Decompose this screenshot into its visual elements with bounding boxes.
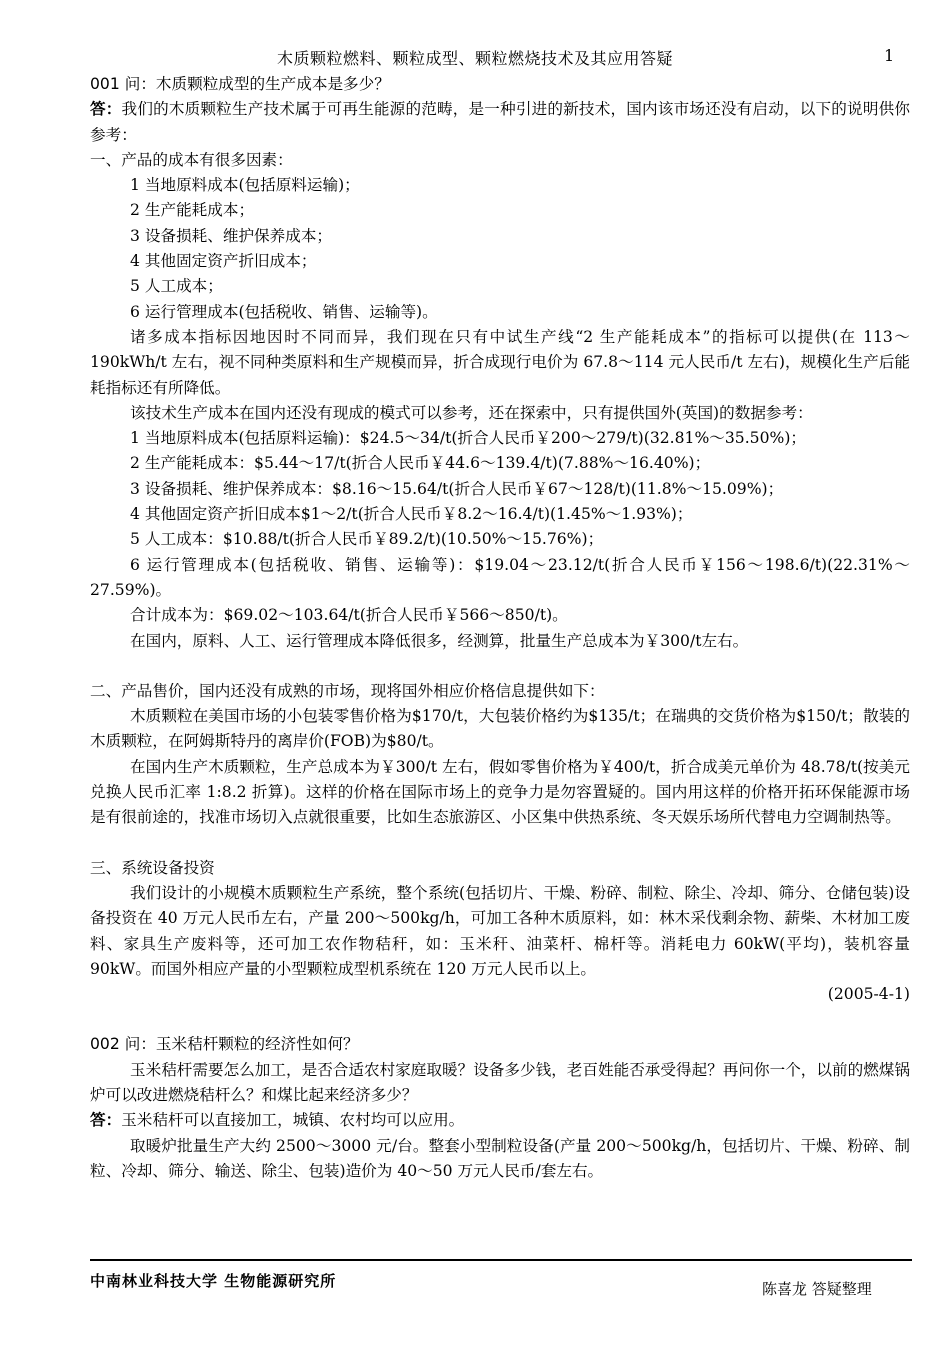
question-detail: 玉米秸杆需要怎么加工，是否合适农村家庭取暖？设备多少钱，老百姓能否承受得起？再问你一个，以前的燃煤锅炉可以改进燃烧秸杆么？和煤比起来经济多少？ bbox=[90, 1060, 910, 1104]
total-cost: 合计成本为：$69.02～103.64/t(折合人民币￥566～850/t)。 bbox=[130, 606, 568, 625]
foreign-cost-item: 3 设备损耗、维护保养成本：$8.16～15.64/t(折合人民币￥67～128/t)(11.8%～15.09%)； bbox=[130, 479, 784, 498]
footer-divider bbox=[90, 1259, 912, 1261]
domestic-cost: 在国内，原料、人工、运行管理成本降低很多，经测算，批量生产总成本为￥300/t左右。 bbox=[130, 631, 749, 650]
question-number: 002 问： bbox=[90, 1035, 156, 1054]
question-text: 木质颗粒成型的生产成本是多少？ bbox=[155, 75, 390, 93]
factor-item: 3 设备损耗、维护保养成本； bbox=[130, 226, 333, 245]
answer-intro: 答：我们的木质颗粒生产技术属于可再生能源的范畴，是一种引进的新技术，国内该市场还没有启动，以下的说明供你参考： bbox=[90, 100, 910, 144]
foreign-cost-item: 6 运行管理成本(包括税收、销售、运输等)：$19.04～23.12/t(折合人民币￥156～198.6/t)(22.31%～27.59%)。 bbox=[90, 555, 910, 599]
answer-002: 答：玉米秸杆可以直接加工，城镇、农村均可以应用。 bbox=[90, 1111, 465, 1130]
section-3-title: 三、系统设备投资 bbox=[90, 858, 215, 877]
question-text: 玉米秸杆颗粒的经济性如何？ bbox=[155, 1035, 359, 1054]
question-002 bbox=[90, 1032, 910, 1057]
factor-item: 2 生产能耗成本； bbox=[130, 201, 255, 220]
foreign-data-paragraph: 该技术生产成本在国内还没有现成的模式可以参考，还在探索中，只有提供国外(英国)的数据参考： bbox=[130, 403, 813, 422]
factor-item: 5 人工成本； bbox=[130, 277, 223, 296]
foreign-cost-item: 1 当地原料成本(包括原料运输)：$24.5～34/t(折合人民币￥200～279/t)(32.81%～35.50%)； bbox=[130, 429, 807, 448]
investment-paragraph: 我们设计的小规模木质颗粒生产系统，整个系统(包括切片、干燥、粉碎、制粒、除尘、冷却、筛分、仓储包装)设备投资在 40 万元人民币左右，产量 200～500kg/h，可加工各种木质原料，如：林木采伐剩余物、薪柴、木材加工废料、家具生产废料等，还可加工农作物秸秆，如：玉米秆、油菜杆、棉杆等。消耗电力 60kW(平均)，装机容量 90kW。而国外相应产量的小型颗粒成型机系统在 120 万元人民币以上。 bbox=[90, 883, 910, 978]
foreign-cost-item: 4 其他固定资产折旧成本$1～2/t(折合人民币￥8.2～16.4/t)(1.45%～1.93%)； bbox=[130, 505, 693, 524]
page-header bbox=[0, 46, 950, 68]
footer-compiler: 陈喜龙 答疑整理 bbox=[762, 1280, 872, 1298]
answer-paragraph: 取暖炉批量生产大约 2500～3000 元/台。整套小型制粒设备(产量 200～500kg/h，包括切片、干燥、粉碎、制粒、冷却、筛分、输送、除尘、包装)造价为 40～50 万元人民币/套左右。 bbox=[90, 1136, 910, 1180]
factor-item: 1 当地原料成本(包括原料运输)； bbox=[130, 176, 360, 195]
foreign-cost-item: 2 生产能耗成本：$5.44～17/t(折合人民币￥44.6～139.4/t)(7.88%～16.40%)； bbox=[130, 454, 711, 473]
document-title: 木质颗粒燃料、颗粒成型、颗粒燃烧技术及其应用答疑 bbox=[276, 49, 673, 68]
price-paragraph: 木质颗粒在美国市场的小包装零售价格为$170/t，大包装价格约为$135/t；在瑞典的交货价格为$150/t；散装的木质颗粒，在阿姆斯特丹的离岸价(FOB)为$80/t。 bbox=[90, 707, 910, 751]
page-number: 1 bbox=[884, 46, 895, 65]
factor-item: 6 运行管理成本(包括税收、销售、运输等)。 bbox=[130, 302, 438, 321]
answer-label: 答： bbox=[90, 1111, 122, 1130]
question-001 bbox=[90, 72, 910, 97]
foreign-cost-item: 5 人工成本：$10.88/t(折合人民币￥89.2/t)(10.50%～15.76%)； bbox=[130, 530, 604, 549]
section-2-title: 二、产品售价，国内还没有成熟的市场，现将国外相应价格信息提供如下： bbox=[90, 681, 605, 700]
price-paragraph: 在国内生产木质颗粒，生产总成本为￥300/t 左右，假如零售价格为￥400/t，折合成美元单价为 48.78/t(按美元兑换人民币汇率 1:8.2 折算)。这样的价格在国际市场上的竞争力是勿容置疑的。国内用这样的价格开拓环保能源市场是有很前途的，找准市场切入点就很重要，比如生态旅游区、小区集中供热系统、冬天娱乐场所代替电力空调制热等。 bbox=[90, 757, 910, 827]
energy-cost-paragraph: 诸多成本指标因地因时不同而异，我们现在只有中试生产线“2 生产能耗成本”的指标可以提供(在 113～190kWh/t 左右，视不同种类原料和生产规模而异，折合成现行电价为 67.8～114 元人民币/t 左右)，规模化生产后能耗指标还有所降低。 bbox=[90, 327, 910, 397]
document-body bbox=[90, 72, 910, 1184]
factor-item: 4 其他固定资产折旧成本； bbox=[130, 252, 317, 271]
section-1-title: 一、产品的成本有很多因素： bbox=[90, 150, 293, 169]
footer-institution: 中南林业科技大学 生物能源研究所 bbox=[90, 1272, 337, 1290]
question-number: 001 问： bbox=[90, 75, 156, 93]
answer-date: (2005-4-1) bbox=[827, 985, 910, 1004]
answer-label: 答： bbox=[90, 100, 122, 119]
